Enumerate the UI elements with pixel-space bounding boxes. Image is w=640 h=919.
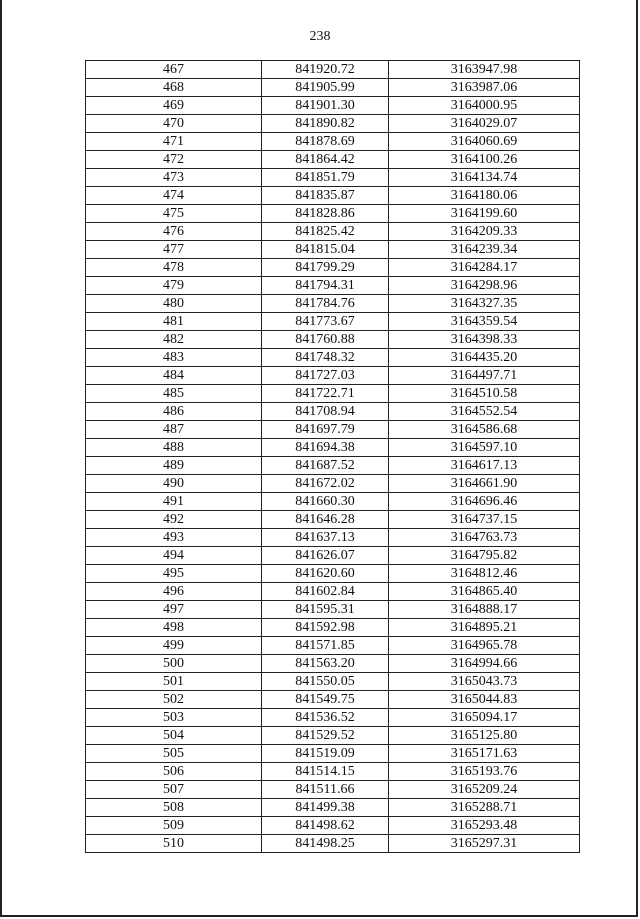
x-coordinate-cell: 841794.31: [262, 277, 389, 295]
point-number-cell: 499: [86, 637, 262, 655]
point-number-cell: 480: [86, 295, 262, 313]
point-number-cell: 507: [86, 781, 262, 799]
point-number-cell: 471: [86, 133, 262, 151]
x-coordinate-cell: 841519.09: [262, 745, 389, 763]
point-number-cell: 491: [86, 493, 262, 511]
point-number-cell: 475: [86, 205, 262, 223]
point-number-cell: 497: [86, 601, 262, 619]
table-row: [86, 655, 580, 673]
table-row: [86, 691, 580, 709]
point-number-cell: 509: [86, 817, 262, 835]
table-row: [86, 169, 580, 187]
y-coordinate-cell: 3165297.31: [389, 835, 580, 853]
table-row: [86, 781, 580, 799]
y-coordinate-cell: 3163987.06: [389, 79, 580, 97]
x-coordinate-cell: 841708.94: [262, 403, 389, 421]
point-number-cell: 489: [86, 457, 262, 475]
table-row: [86, 457, 580, 475]
y-coordinate-cell: 3164435.20: [389, 349, 580, 367]
x-coordinate-cell: 841571.85: [262, 637, 389, 655]
point-number-cell: 501: [86, 673, 262, 691]
point-number-cell: 478: [86, 259, 262, 277]
point-number-cell: 485: [86, 385, 262, 403]
table-row: [86, 223, 580, 241]
y-coordinate-cell: 3164209.33: [389, 223, 580, 241]
table-row: [86, 151, 580, 169]
y-coordinate-cell: 3164100.26: [389, 151, 580, 169]
point-number-cell: 490: [86, 475, 262, 493]
table-row: [86, 295, 580, 313]
table-row: [86, 439, 580, 457]
x-coordinate-cell: 841784.76: [262, 295, 389, 313]
table-row: [86, 133, 580, 151]
x-coordinate-cell: 841878.69: [262, 133, 389, 151]
x-coordinate-cell: 841637.13: [262, 529, 389, 547]
x-coordinate-cell: 841592.98: [262, 619, 389, 637]
y-coordinate-cell: 3164284.17: [389, 259, 580, 277]
table-row: [86, 547, 580, 565]
coordinates-table-body: [86, 61, 580, 853]
table-row: [86, 259, 580, 277]
table-row: [86, 835, 580, 853]
table-row: [86, 709, 580, 727]
y-coordinate-cell: 3164398.33: [389, 331, 580, 349]
table-row: [86, 385, 580, 403]
y-coordinate-cell: 3165125.80: [389, 727, 580, 745]
y-coordinate-cell: 3164895.21: [389, 619, 580, 637]
table-row: [86, 97, 580, 115]
x-coordinate-cell: 841511.66: [262, 781, 389, 799]
table-row: [86, 673, 580, 691]
table-row: [86, 349, 580, 367]
y-coordinate-cell: 3165288.71: [389, 799, 580, 817]
table-row: [86, 745, 580, 763]
y-coordinate-cell: 3164000.95: [389, 97, 580, 115]
point-number-cell: 481: [86, 313, 262, 331]
y-coordinate-cell: 3164497.71: [389, 367, 580, 385]
x-coordinate-cell: 841694.38: [262, 439, 389, 457]
x-coordinate-cell: 841602.84: [262, 583, 389, 601]
y-coordinate-cell: 3164661.90: [389, 475, 580, 493]
x-coordinate-cell: 841864.42: [262, 151, 389, 169]
table-row: [86, 727, 580, 745]
x-coordinate-cell: 841697.79: [262, 421, 389, 439]
y-coordinate-cell: 3164812.46: [389, 565, 580, 583]
y-coordinate-cell: 3165171.63: [389, 745, 580, 763]
x-coordinate-cell: 841550.05: [262, 673, 389, 691]
table-row: [86, 493, 580, 511]
y-coordinate-cell: 3164763.73: [389, 529, 580, 547]
table-row: [86, 475, 580, 493]
point-number-cell: 479: [86, 277, 262, 295]
point-number-cell: 476: [86, 223, 262, 241]
x-coordinate-cell: 841646.28: [262, 511, 389, 529]
table-row: [86, 799, 580, 817]
point-number-cell: 493: [86, 529, 262, 547]
y-coordinate-cell: 3164359.54: [389, 313, 580, 331]
x-coordinate-cell: 841815.04: [262, 241, 389, 259]
x-coordinate-cell: 841498.62: [262, 817, 389, 835]
x-coordinate-cell: 841595.31: [262, 601, 389, 619]
point-number-cell: 482: [86, 331, 262, 349]
x-coordinate-cell: 841529.52: [262, 727, 389, 745]
point-number-cell: 492: [86, 511, 262, 529]
point-number-cell: 473: [86, 169, 262, 187]
y-coordinate-cell: 3164510.58: [389, 385, 580, 403]
point-number-cell: 468: [86, 79, 262, 97]
x-coordinate-cell: 841536.52: [262, 709, 389, 727]
y-coordinate-cell: 3164029.07: [389, 115, 580, 133]
point-number-cell: 474: [86, 187, 262, 205]
x-coordinate-cell: 841835.87: [262, 187, 389, 205]
x-coordinate-cell: 841660.30: [262, 493, 389, 511]
table-row: [86, 313, 580, 331]
x-coordinate-cell: 841514.15: [262, 763, 389, 781]
x-coordinate-cell: 841920.72: [262, 61, 389, 79]
point-number-cell: 470: [86, 115, 262, 133]
y-coordinate-cell: 3165193.76: [389, 763, 580, 781]
x-coordinate-cell: 841760.88: [262, 331, 389, 349]
point-number-cell: 510: [86, 835, 262, 853]
table-row: [86, 277, 580, 295]
table-row: [86, 421, 580, 439]
table-row: [86, 601, 580, 619]
table-row: [86, 205, 580, 223]
point-number-cell: 494: [86, 547, 262, 565]
table-row: [86, 817, 580, 835]
point-number-cell: 500: [86, 655, 262, 673]
table-row: [86, 619, 580, 637]
point-number-cell: 495: [86, 565, 262, 583]
y-coordinate-cell: 3163947.98: [389, 61, 580, 79]
y-coordinate-cell: 3164617.13: [389, 457, 580, 475]
y-coordinate-cell: 3165209.24: [389, 781, 580, 799]
table-row: [86, 583, 580, 601]
table-row: [86, 241, 580, 259]
y-coordinate-cell: 3164060.69: [389, 133, 580, 151]
x-coordinate-cell: 841901.30: [262, 97, 389, 115]
table-row: [86, 637, 580, 655]
point-number-cell: 508: [86, 799, 262, 817]
point-number-cell: 496: [86, 583, 262, 601]
point-number-cell: 488: [86, 439, 262, 457]
x-coordinate-cell: 841499.38: [262, 799, 389, 817]
point-number-cell: 477: [86, 241, 262, 259]
y-coordinate-cell: 3164180.06: [389, 187, 580, 205]
coordinates-table: [85, 60, 580, 853]
x-coordinate-cell: 841905.99: [262, 79, 389, 97]
point-number-cell: 502: [86, 691, 262, 709]
point-number-cell: 483: [86, 349, 262, 367]
x-coordinate-cell: 841748.32: [262, 349, 389, 367]
point-number-cell: 505: [86, 745, 262, 763]
y-coordinate-cell: 3164134.74: [389, 169, 580, 187]
y-coordinate-cell: 3164888.17: [389, 601, 580, 619]
y-coordinate-cell: 3164597.10: [389, 439, 580, 457]
x-coordinate-cell: 841825.42: [262, 223, 389, 241]
y-coordinate-cell: 3164239.34: [389, 241, 580, 259]
point-number-cell: 467: [86, 61, 262, 79]
y-coordinate-cell: 3164795.82: [389, 547, 580, 565]
point-number-cell: 506: [86, 763, 262, 781]
x-coordinate-cell: 841549.75: [262, 691, 389, 709]
y-coordinate-cell: 3164298.96: [389, 277, 580, 295]
table-row: [86, 511, 580, 529]
x-coordinate-cell: 841727.03: [262, 367, 389, 385]
table-row: [86, 115, 580, 133]
table-row: [86, 79, 580, 97]
y-coordinate-cell: 3164199.60: [389, 205, 580, 223]
x-coordinate-cell: 841620.60: [262, 565, 389, 583]
table-row: [86, 529, 580, 547]
x-coordinate-cell: 841672.02: [262, 475, 389, 493]
y-coordinate-cell: 3164865.40: [389, 583, 580, 601]
y-coordinate-cell: 3165094.17: [389, 709, 580, 727]
point-number-cell: 498: [86, 619, 262, 637]
page-number: 238: [309, 29, 331, 44]
y-coordinate-cell: 3165293.48: [389, 817, 580, 835]
y-coordinate-cell: 3164737.15: [389, 511, 580, 529]
point-number-cell: 469: [86, 97, 262, 115]
y-coordinate-cell: 3164965.78: [389, 637, 580, 655]
point-number-cell: 484: [86, 367, 262, 385]
y-coordinate-cell: 3164994.66: [389, 655, 580, 673]
x-coordinate-cell: 841890.82: [262, 115, 389, 133]
table-row: [86, 403, 580, 421]
point-number-cell: 472: [86, 151, 262, 169]
table-row: [86, 763, 580, 781]
x-coordinate-cell: 841722.71: [262, 385, 389, 403]
table-row: [86, 565, 580, 583]
point-number-cell: 503: [86, 709, 262, 727]
y-coordinate-cell: 3165044.83: [389, 691, 580, 709]
point-number-cell: 504: [86, 727, 262, 745]
x-coordinate-cell: 841851.79: [262, 169, 389, 187]
y-coordinate-cell: 3164586.68: [389, 421, 580, 439]
table-row: [86, 367, 580, 385]
y-coordinate-cell: 3165043.73: [389, 673, 580, 691]
table-row: [86, 187, 580, 205]
y-coordinate-cell: 3164327.35: [389, 295, 580, 313]
x-coordinate-cell: 841626.07: [262, 547, 389, 565]
point-number-cell: 486: [86, 403, 262, 421]
table-row: [86, 61, 580, 79]
x-coordinate-cell: 841828.86: [262, 205, 389, 223]
point-number-cell: 487: [86, 421, 262, 439]
x-coordinate-cell: 841773.67: [262, 313, 389, 331]
x-coordinate-cell: 841498.25: [262, 835, 389, 853]
table-row: [86, 331, 580, 349]
x-coordinate-cell: 841799.29: [262, 259, 389, 277]
x-coordinate-cell: 841563.20: [262, 655, 389, 673]
y-coordinate-cell: 3164696.46: [389, 493, 580, 511]
y-coordinate-cell: 3164552.54: [389, 403, 580, 421]
x-coordinate-cell: 841687.52: [262, 457, 389, 475]
